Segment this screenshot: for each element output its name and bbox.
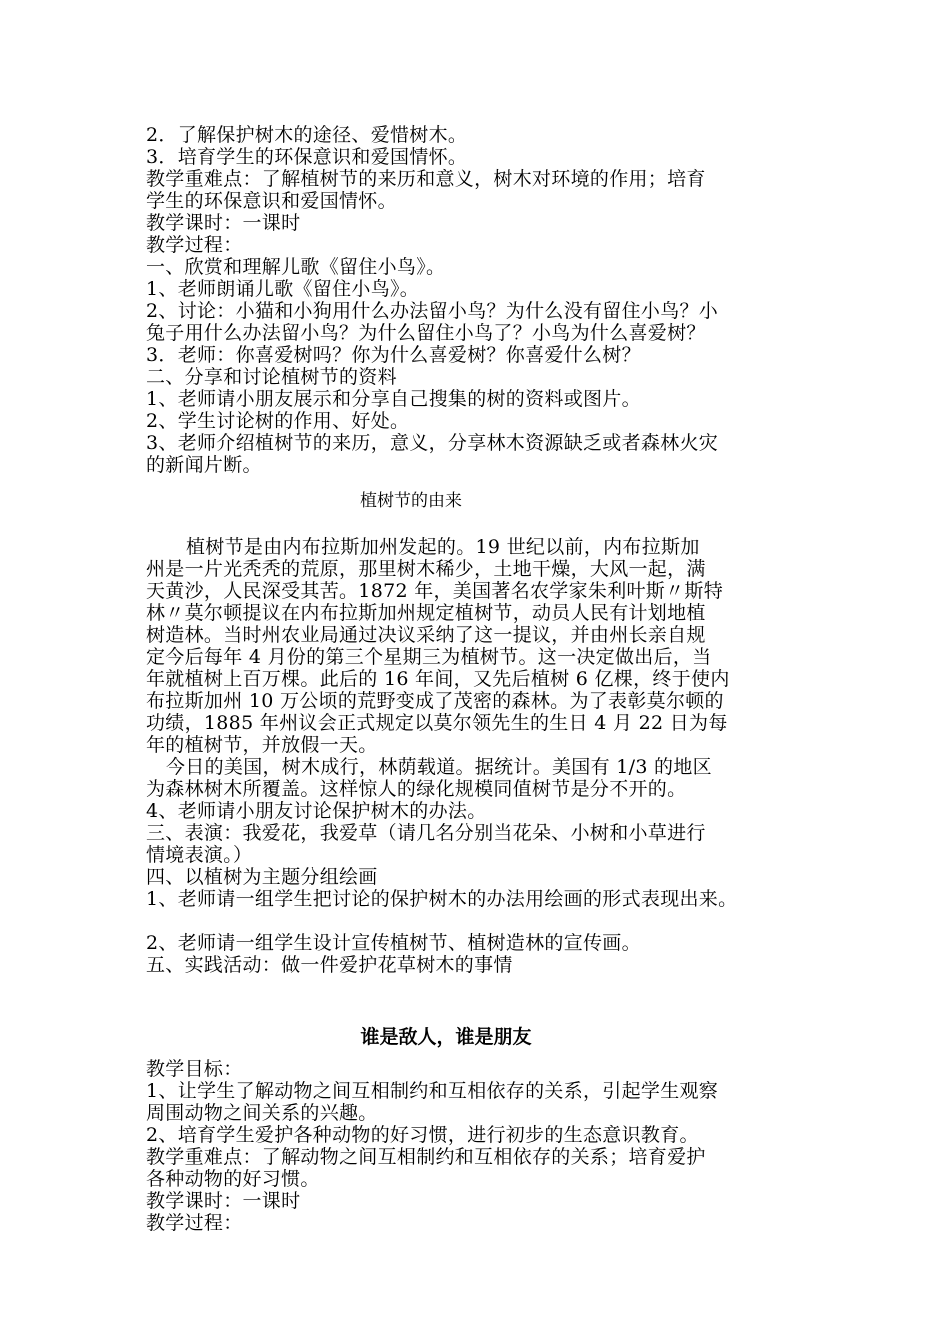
text-line: 2、讨论：小猫和小狗用什么办法留小鸟？为什么没有留住小鸟？小 (146, 300, 719, 322)
text-line: 1、让学生了解动物之间互相制约和互相依存的关系，引起学生观察 (146, 1080, 719, 1102)
text-line: 1、老师请一组学生把讨论的保护树木的办法用绘画的形式表现出来。 (146, 888, 738, 910)
text-line: 今日的美国，树木成行，林荫载道。据统计。美国有 1/3 的地区 (166, 756, 712, 778)
text-line: 州是一片光秃秃的荒原，那里树木稀少，土地干燥，大风一起，满 (146, 558, 706, 580)
text-line: 二、分享和讨论植树节的资料 (146, 366, 397, 388)
text-line: 定今后每年 4 月份的第三个星期三为植树节。这一决定做出后，当 (146, 646, 712, 668)
text-line: 三、表演：我爱花，我爱草（请几名分别当花朵、小树和小草进行 (146, 822, 706, 844)
text-line: 教学课时：一课时 (146, 1190, 301, 1212)
lesson-plan-bottom (146, 800, 836, 976)
text-line: 3．老师：你喜爱树吗？你为什么喜爱树？你喜爱什么树？ (146, 344, 641, 366)
story-paragraph-2 (146, 756, 836, 800)
document-body (146, 124, 836, 1234)
lesson-plan-top (146, 124, 836, 476)
blank-line (146, 910, 836, 932)
text-line: 周围动物之间关系的兴趣。 (146, 1102, 378, 1124)
text-line: 树造林。当时州农业局通过决议采纳了这一提议，并由州长亲自规 (146, 624, 706, 646)
text-line: 4、老师请小朋友讨论保护树木的办法。 (146, 800, 487, 822)
text-line: 功绩，1885 年州议会正式规定以莫尔领先生的生日 4 月 22 日为每 (146, 712, 728, 734)
text-line: 四、以植树为主题分组绘画 (146, 866, 378, 888)
text-line: 教学重难点：了解植树节的来历和意义，树木对环境的作用；培育 (146, 168, 706, 190)
text-line: 1、老师朗诵儿歌《留住小鸟》。 (146, 278, 420, 300)
section-title: 谁是敌人，谁是朋友 (360, 1026, 532, 1048)
text-line: 林〃莫尔顿提议在内布拉斯加州规定植树节，动员人民有计划地植 (146, 602, 706, 624)
text-line: 植树节是由内布拉斯加州发起的。19 世纪以前，内布拉斯加 (186, 536, 700, 558)
text-line: 2．了解保护树木的途径、爱惜树木。 (146, 124, 468, 146)
text-line: 一、欣赏和理解儿歌《留住小鸟》。 (146, 256, 446, 278)
text-line: 各种动物的好习惯。 (146, 1168, 320, 1190)
text-line: 兔子用什么办法留小鸟？为什么留住小鸟了？小鸟为什么喜爱树？ (146, 322, 706, 344)
text-line: 学生的环保意识和爱国情怀。 (146, 190, 397, 212)
text-line: 教学过程： (146, 1212, 243, 1234)
text-line: 年的植树节，并放假一天。 (146, 734, 378, 756)
text-line: 天黄沙，人民深受其苦。1872 年，美国著名农学家朱利叶斯〃斯特 (146, 580, 723, 602)
text-line: 教学过程： (146, 234, 243, 256)
lesson-plan-2 (146, 1058, 836, 1234)
text-line: 五、实践活动：做一件爱护花草树木的事情 (146, 954, 513, 976)
text-line: 教学目标： (146, 1058, 243, 1080)
text-line: 1、老师请小朋友展示和分享自己搜集的树的资料或图片。 (146, 388, 641, 410)
story-subtitle: 植树节的由来 (360, 491, 462, 511)
text-line: 教学课时：一课时 (146, 212, 301, 234)
text-line: 3、老师介绍植树节的来历，意义，分享林木资源缺乏或者森林火灾 (146, 432, 719, 454)
text-line: 教学重难点：了解动物之间互相制约和互相依存的关系；培育爱护 (146, 1146, 706, 1168)
text-line: 的新闻片断。 (146, 454, 262, 476)
text-line: 为森林树木所覆盖。这样惊人的绿化规模同值树节是分不开的。 (146, 778, 687, 800)
text-line: 布拉斯加州 10 万公顷的荒野变成了茂密的森林。为了表彰莫尔顿的 (146, 690, 724, 712)
text-line: 2、学生讨论树的作用、好处。 (146, 410, 410, 432)
text-line: 年就植树上百万棵。此后的 16 年间，又先后植树 6 亿棵，终于使内 (146, 668, 730, 690)
text-line: 2、培育学生爱护各种动物的好习惯，进行初步的生态意识教育。 (146, 1124, 699, 1146)
text-line: 情境表演。） (146, 844, 253, 866)
text-line: 2、老师请一组学生设计宣传植树节、植树造林的宣传画。 (146, 932, 641, 954)
text-line: 3．培育学生的环保意识和爱国情怀。 (146, 146, 468, 168)
story-paragraph (146, 536, 836, 756)
